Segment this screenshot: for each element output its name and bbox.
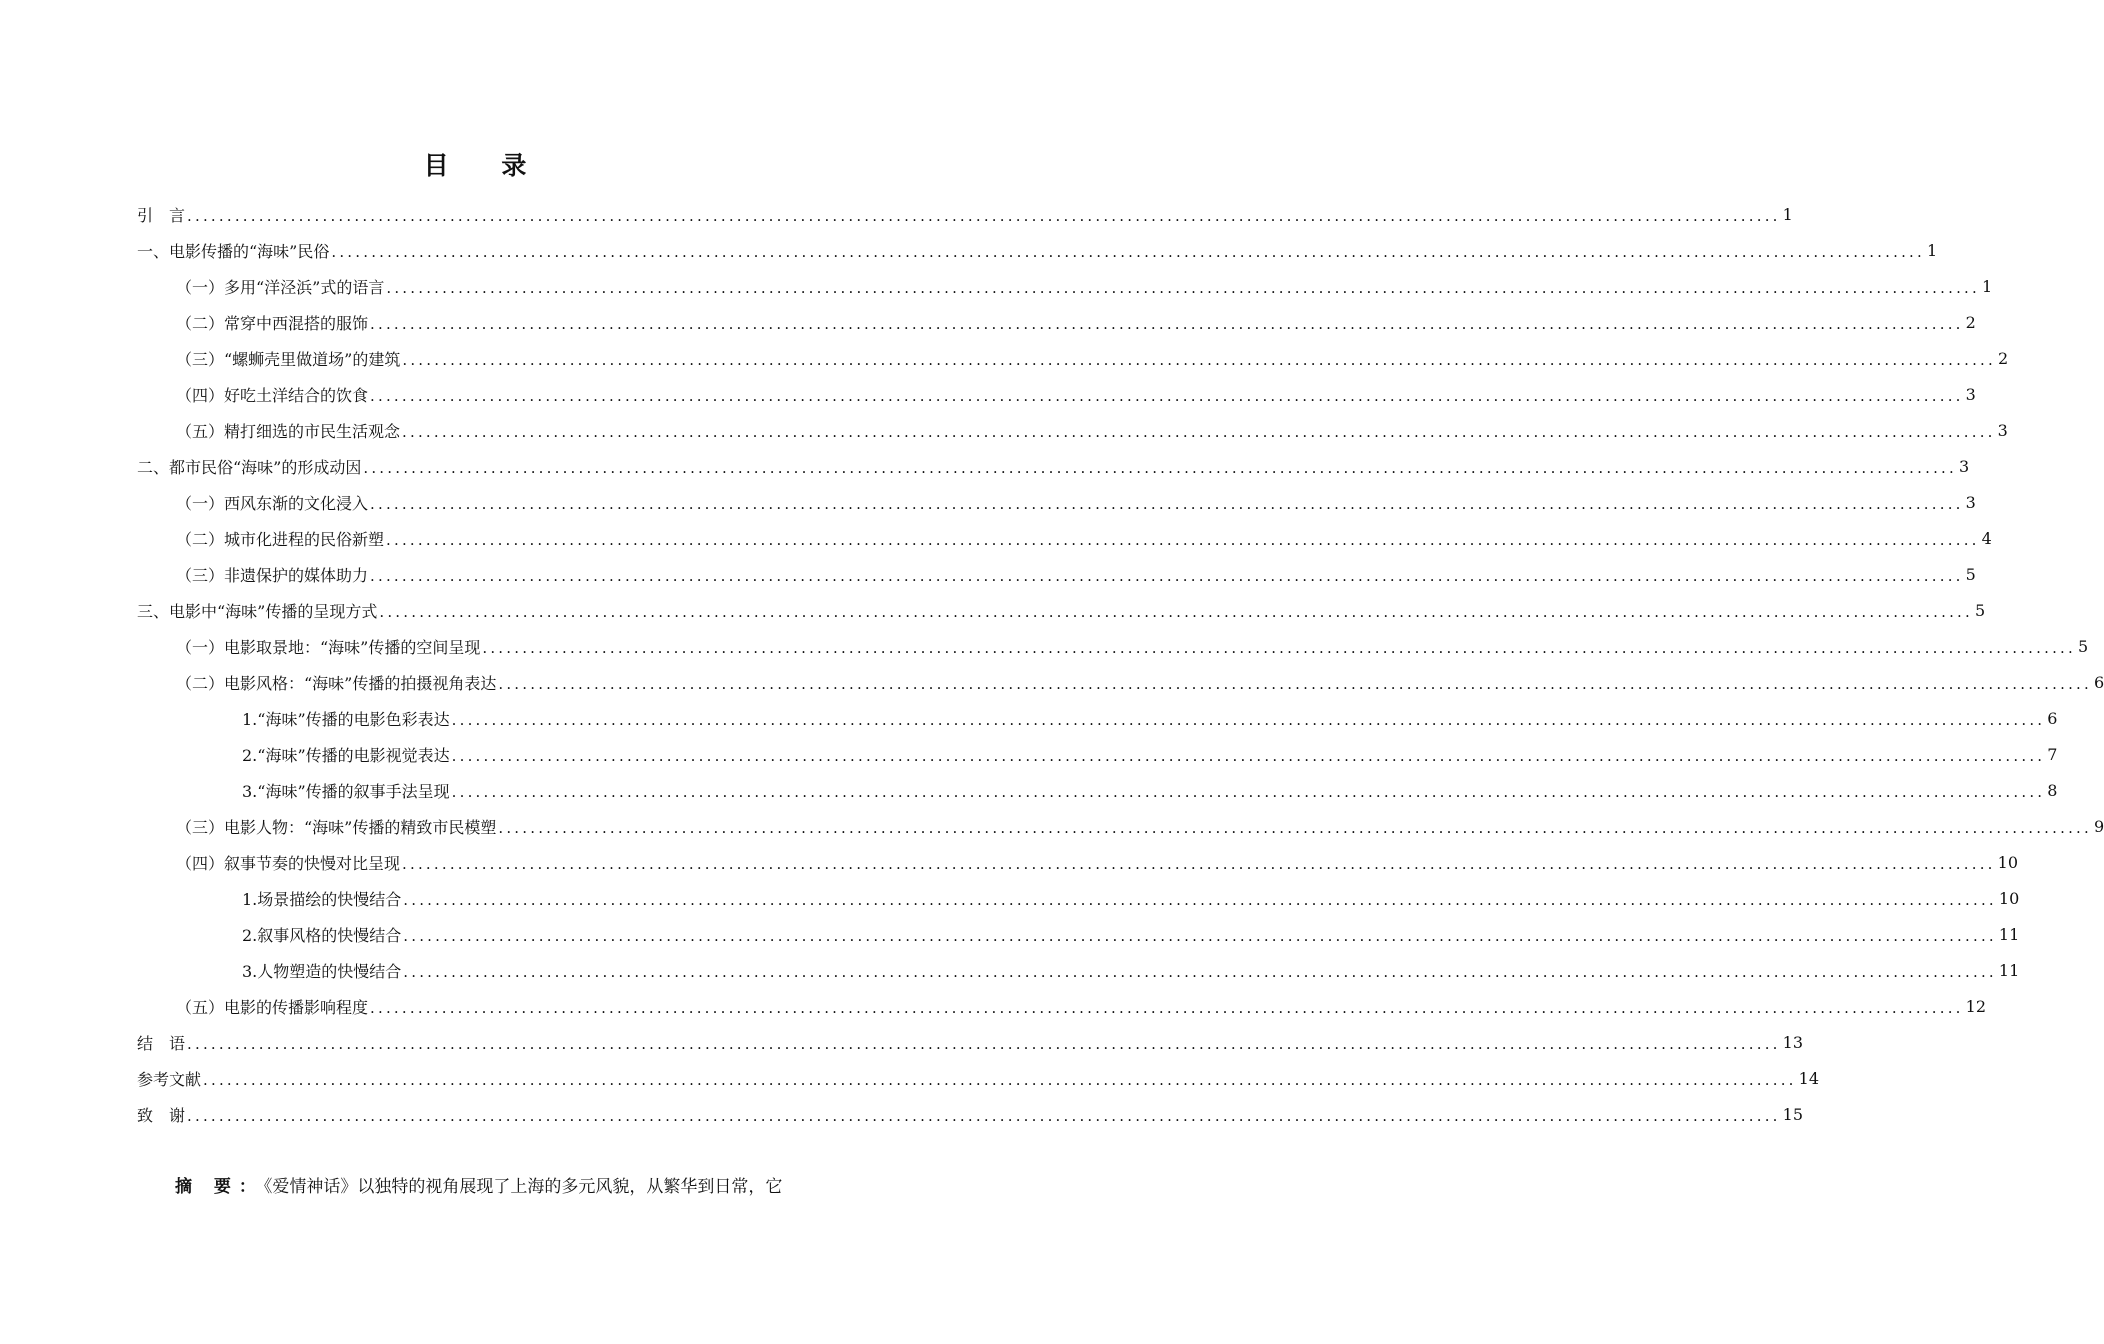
toc-entry-label: （二）电影风格：“海味”传播的拍摄视角表达 — [176, 673, 497, 693]
toc-entry[interactable] — [137, 880, 2020, 916]
toc-page-number: 13 — [1782, 1032, 1803, 1052]
toc-dot-leader: ........................................................................................................................................................................................................ — [402, 855, 1996, 873]
toc-entry-label: （五）电影的传播影响程度 — [176, 997, 369, 1017]
toc-entry-label: 2.“海味”传播的电影视觉表达 — [242, 745, 450, 765]
toc-dot-leader: ........................................................................................................................................................................................................ — [187, 207, 1781, 225]
toc-dot-leader: ........................................................................................................................................................................................................ — [451, 711, 2046, 729]
toc-entry-label: 参考文献 — [137, 1069, 202, 1089]
toc-entry[interactable] — [137, 340, 2009, 376]
toc-dot-leader: ........................................................................................................................................................................................................ — [363, 459, 1957, 477]
toc-dot-leader: ........................................................................................................................................................................................................ — [370, 999, 1964, 1017]
toc-page-number: 6 — [2094, 672, 2104, 692]
toc-entry[interactable] — [137, 304, 1976, 340]
toc-dot-leader: ........................................................................................................................................................................................................ — [403, 891, 1997, 909]
toc-page-number: 14 — [1798, 1068, 1819, 1088]
abstract-label: 摘 要： — [175, 1177, 264, 1197]
toc-dot-leader: ........................................................................................................................................................................................................ — [498, 819, 2092, 837]
table-of-contents — [137, 196, 2104, 1132]
toc-entry-label: 二、都市民俗“海味”的形成动因 — [137, 457, 362, 477]
toc-dot-leader: ........................................................................................................................................................................................................ — [402, 423, 1996, 441]
toc-dot-leader: ........................................................................................................................................................................................................ — [370, 495, 1964, 513]
toc-entry[interactable] — [137, 484, 1976, 520]
toc-page-number: 15 — [1782, 1104, 1803, 1124]
toc-dot-leader: ........................................................................................................................................................................................................ — [451, 783, 2046, 801]
toc-entry-label: 2.叙事风格的快慢结合 — [242, 925, 402, 945]
toc-entry[interactable] — [137, 952, 2020, 988]
toc-page-number: 11 — [1998, 924, 2020, 944]
toc-entry-label: 3.“海味”传播的叙事手法呈现 — [242, 781, 450, 801]
toc-entry-label: （三）电影人物：“海味”传播的精致市民模塑 — [176, 817, 497, 837]
toc-entry[interactable] — [137, 772, 2058, 808]
toc-dot-leader: ........................................................................................................................................................................................................ — [370, 315, 1964, 333]
toc-page-number: 8 — [2047, 780, 2058, 800]
toc-entry[interactable] — [137, 1060, 1819, 1096]
toc-title: 目 录 — [423, 151, 549, 180]
toc-page-number: 7 — [2047, 744, 2058, 764]
toc-entry[interactable] — [137, 376, 1976, 412]
toc-entry-label: 引 言 — [137, 205, 186, 225]
toc-entry[interactable] — [137, 196, 1793, 232]
toc-page-number: 3 — [1959, 456, 1970, 476]
toc-page-number: 5 — [2078, 636, 2089, 656]
toc-dot-leader: ........................................................................................................................................................................................................ — [386, 531, 1980, 549]
toc-entry[interactable] — [137, 916, 2020, 952]
toc-entry-label: 1.“海味”传播的电影色彩表达 — [242, 709, 450, 729]
toc-entry[interactable] — [137, 628, 2089, 664]
toc-entry-label: （一）西风东渐的文化浸入 — [176, 493, 369, 513]
toc-entry-label: （四）好吃土洋结合的饮食 — [176, 385, 369, 405]
toc-page-number: 1 — [1782, 204, 1793, 224]
toc-entry[interactable] — [137, 556, 1976, 592]
toc-page-number: 9 — [2094, 816, 2104, 836]
toc-entry-label: 3.人物塑造的快慢结合 — [242, 961, 402, 981]
toc-entry[interactable] — [137, 808, 2104, 844]
toc-page-number: 5 — [1975, 600, 1986, 620]
toc-dot-leader: ........................................................................................................................................................................................................ — [386, 279, 1980, 297]
toc-entry-label: 结 语 — [137, 1033, 186, 1053]
toc-dot-leader: ........................................................................................................................................................................................................ — [187, 1107, 1781, 1125]
toc-entry[interactable] — [137, 844, 2018, 880]
toc-dot-leader: ........................................................................................................................................................................................................ — [187, 1035, 1781, 1053]
toc-entry[interactable] — [137, 232, 1938, 268]
toc-entry-label: （三）非遗保护的媒体助力 — [176, 565, 369, 585]
toc-entry-label: （五）精打细选的市民生活观念 — [176, 421, 401, 441]
toc-dot-leader: ........................................................................................................................................................................................................ — [379, 603, 1973, 621]
toc-dot-leader: ........................................................................................................................................................................................................ — [482, 639, 2076, 657]
toc-entry-label: 致 谢 — [137, 1105, 186, 1125]
abstract-text: 《爱情神话》以独特的视角展现了上海的多元风貌，从繁华到日常，它 — [263, 1177, 783, 1197]
toc-dot-leader: ........................................................................................................................................................................................................ — [402, 351, 1996, 369]
toc-dot-leader: ........................................................................................................................................................................................................ — [203, 1071, 1797, 1089]
toc-page-number: 2 — [1998, 348, 2009, 368]
toc-entry-label: 一、电影传播的“海味”民俗 — [137, 241, 330, 261]
toc-page-number: 3 — [1965, 492, 1976, 512]
toc-page-number: 1 — [1982, 276, 1993, 296]
toc-dot-leader: ........................................................................................................................................................................................................ — [403, 963, 1997, 981]
toc-entry[interactable] — [137, 736, 2058, 772]
toc-page-number: 4 — [1981, 528, 1992, 548]
toc-entry-label: （三）“螺蛳壳里做道场”的建筑 — [176, 349, 401, 369]
toc-entry[interactable] — [137, 592, 1986, 628]
toc-page-number: 5 — [1965, 564, 1976, 584]
toc-entry-label: （二）城市化进程的民俗新塑 — [176, 529, 385, 549]
toc-entry-label: 三、电影中“海味”传播的呈现方式 — [137, 601, 378, 621]
toc-page-number: 11 — [1998, 960, 2020, 980]
toc-page-number: 3 — [1997, 420, 2008, 440]
toc-dot-leader: ........................................................................................................................................................................................................ — [403, 927, 1997, 945]
toc-page-number: 1 — [1927, 240, 1938, 260]
toc-dot-leader: ........................................................................................................................................................................................................ — [498, 675, 2092, 693]
toc-entry[interactable] — [137, 988, 1986, 1024]
toc-dot-leader: ........................................................................................................................................................................................................ — [370, 387, 1964, 405]
toc-entry[interactable] — [137, 700, 2058, 736]
toc-page-number: 10 — [1997, 852, 2018, 872]
toc-page-number: 2 — [1965, 312, 1976, 332]
toc-dot-leader: ........................................................................................................................................................................................................ — [331, 243, 1925, 261]
toc-entry-label: （一）多用“洋泾浜”式的语言 — [176, 277, 385, 297]
toc-page-number: 3 — [1965, 384, 1976, 404]
toc-entry-label: （一）电影取景地：“海味”传播的空间呈现 — [176, 637, 481, 657]
toc-entry[interactable] — [137, 1096, 1803, 1132]
toc-entry[interactable] — [137, 664, 2104, 700]
toc-page-number: 10 — [1998, 888, 2020, 908]
toc-entry[interactable] — [137, 412, 2008, 448]
toc-entry[interactable] — [137, 1024, 1803, 1060]
toc-entry-label: （二）常穿中西混搭的服饰 — [176, 313, 369, 333]
toc-entry[interactable] — [137, 448, 1970, 484]
toc-entry[interactable] — [137, 520, 1992, 556]
toc-entry[interactable] — [137, 268, 1993, 304]
abstract-paragraph — [175, 1172, 865, 1197]
toc-page-number: 12 — [1965, 996, 1986, 1016]
toc-dot-leader: ........................................................................................................................................................................................................ — [451, 747, 2046, 765]
toc-dot-leader: ........................................................................................................................................................................................................ — [370, 567, 1964, 585]
toc-page-number: 6 — [2047, 708, 2058, 728]
toc-entry-label: 1.场景描绘的快慢结合 — [242, 889, 402, 909]
toc-entry-label: （四）叙事节奏的快慢对比呈现 — [176, 853, 401, 873]
